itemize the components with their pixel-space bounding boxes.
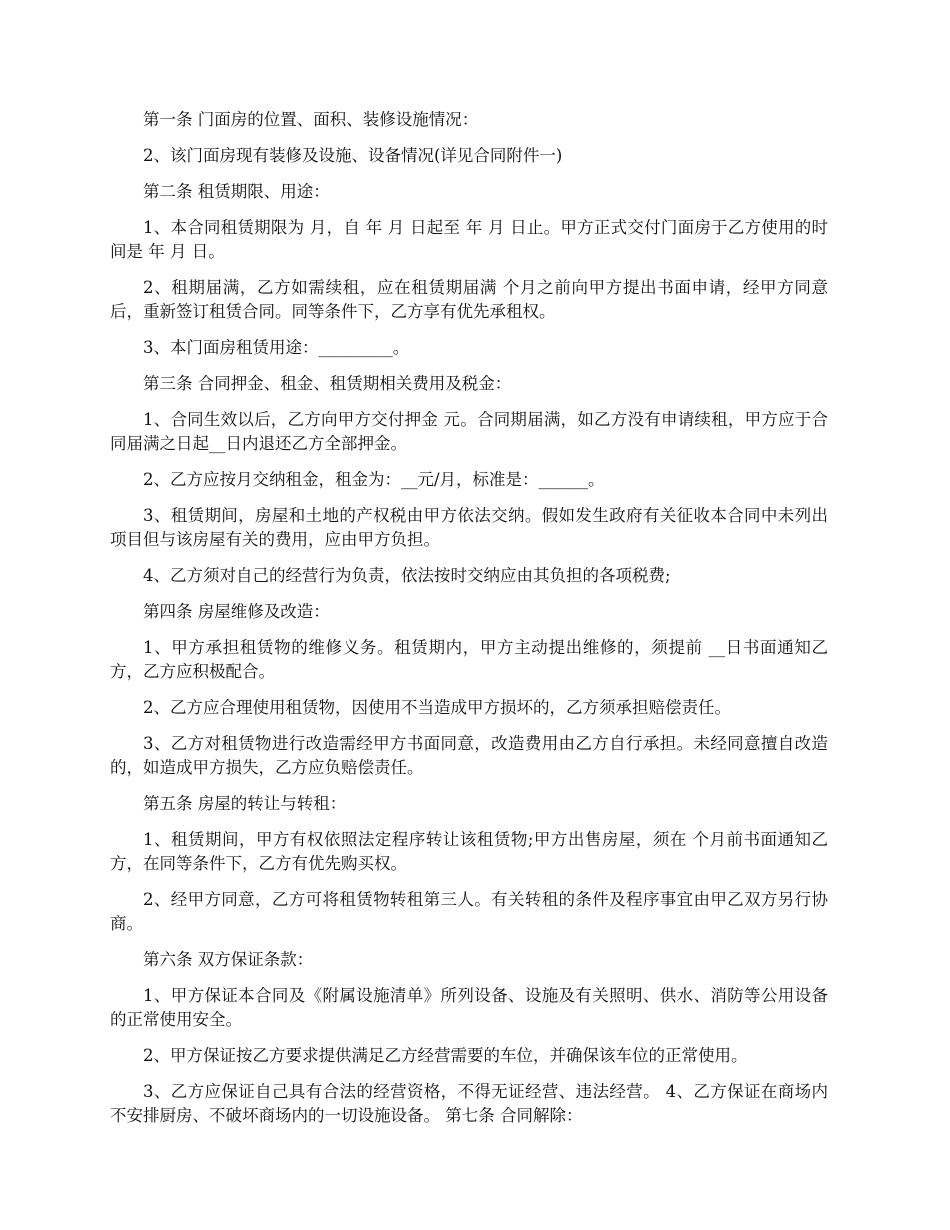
article-2-clause-2: 2、租期届满，乙方如需续租，应在租赁期届满 个月之前向甲方提出书面申请，经甲方同意后，重新签订租赁合同。同等条件下，乙方享有优先承租权。 — [110, 278, 828, 321]
article-2-clause-1: 1、本合同租赁期限为 月，自 年 月 日起至 年 月 日止。甲方正式交付门面房于乙方使用的时间是 年 月 日。 — [110, 218, 828, 261]
article-6-clause-3-4-article-7: 3、乙方应保证自己具有合法的经营资格，不得无证经营、违法经营。 4、乙方保证在商场内不安排厨房、不破坏商场内的一切设施设备。 第七条 合同解除： — [110, 1082, 828, 1125]
article-3-clause-1: 1、合同生效以后，乙方向甲方交付押金 元。合同期届满，如乙方没有申请续租，甲方应于合同届满之日起__日内退还乙方全部押金。 — [110, 410, 828, 453]
article-4-heading: 第四条 房屋维修及改造： — [143, 602, 330, 621]
article-4-clause-3: 3、乙方对租赁物进行改造需经甲方书面同意，改造费用由乙方自行承担。未经同意擅自改造的，如造成甲方损失，乙方应负赔偿责任。 — [110, 734, 828, 777]
article-3-heading: 第三条 合同押金、租金、租赁期相关费用及税金： — [143, 374, 512, 393]
article-3-clause-3: 3、租赁期间，房屋和土地的产权税由甲方依法交纳。假如发生政府有关征收本合同中未列出项目但与该房屋有关的费用，应由甲方负担。 — [110, 506, 828, 549]
article-1-clause-2: 2、该门面房现有装修及设施、设备情况(详见合同附件一) — [143, 146, 563, 165]
article-6-heading: 第六条 双方保证条款： — [143, 950, 314, 969]
document-page — [110, 108, 828, 1140]
article-6-clause-1: 1、甲方保证本合同及《附属设施清单》所列设备、设施及有关照明、供水、消防等公用设备的正常使用安全。 — [110, 986, 828, 1029]
article-1-heading: 第一条 门面房的位置、面积、装修设施情况： — [143, 110, 479, 129]
article-5-heading: 第五条 房屋的转让与转租： — [143, 794, 347, 813]
article-3-clause-2: 2、乙方应按月交纳租金，租金为：__元/月，标准是：______。 — [143, 470, 605, 489]
article-5-clause-1: 1、租赁期间，甲方有权依照法定程序转让该租赁物;甲方出售房屋，须在 个月前书面通知乙方，在同等条件下，乙方有优先购买权。 — [110, 830, 828, 873]
article-4-clause-2: 2、乙方应合理使用租赁物，因使用不当造成甲方损坏的，乙方须承担赔偿责任。 — [143, 698, 731, 717]
article-6-clause-2: 2、甲方保证按乙方要求提供满足乙方经营需要的车位，并确保该车位的正常使用。 — [143, 1046, 748, 1065]
article-3-clause-4: 4、乙方须对自己的经营行为负责，依法按时交纳应由其负担的各项税费; — [143, 566, 671, 585]
article-4-clause-1: 1、甲方承担租赁物的维修义务。租赁期内，甲方主动提出维修的，须提前 __日书面通知乙方，乙方应积极配合。 — [110, 638, 828, 681]
article-5-clause-2: 2、经甲方同意，乙方可将租赁物转租第三人。有关转租的条件及程序事宜由甲乙双方另行协商。 — [110, 890, 828, 933]
article-2-clause-3: 3、本门面房租赁用途：_________。 — [143, 338, 410, 357]
article-2-heading: 第二条 租赁期限、用途： — [143, 182, 330, 201]
